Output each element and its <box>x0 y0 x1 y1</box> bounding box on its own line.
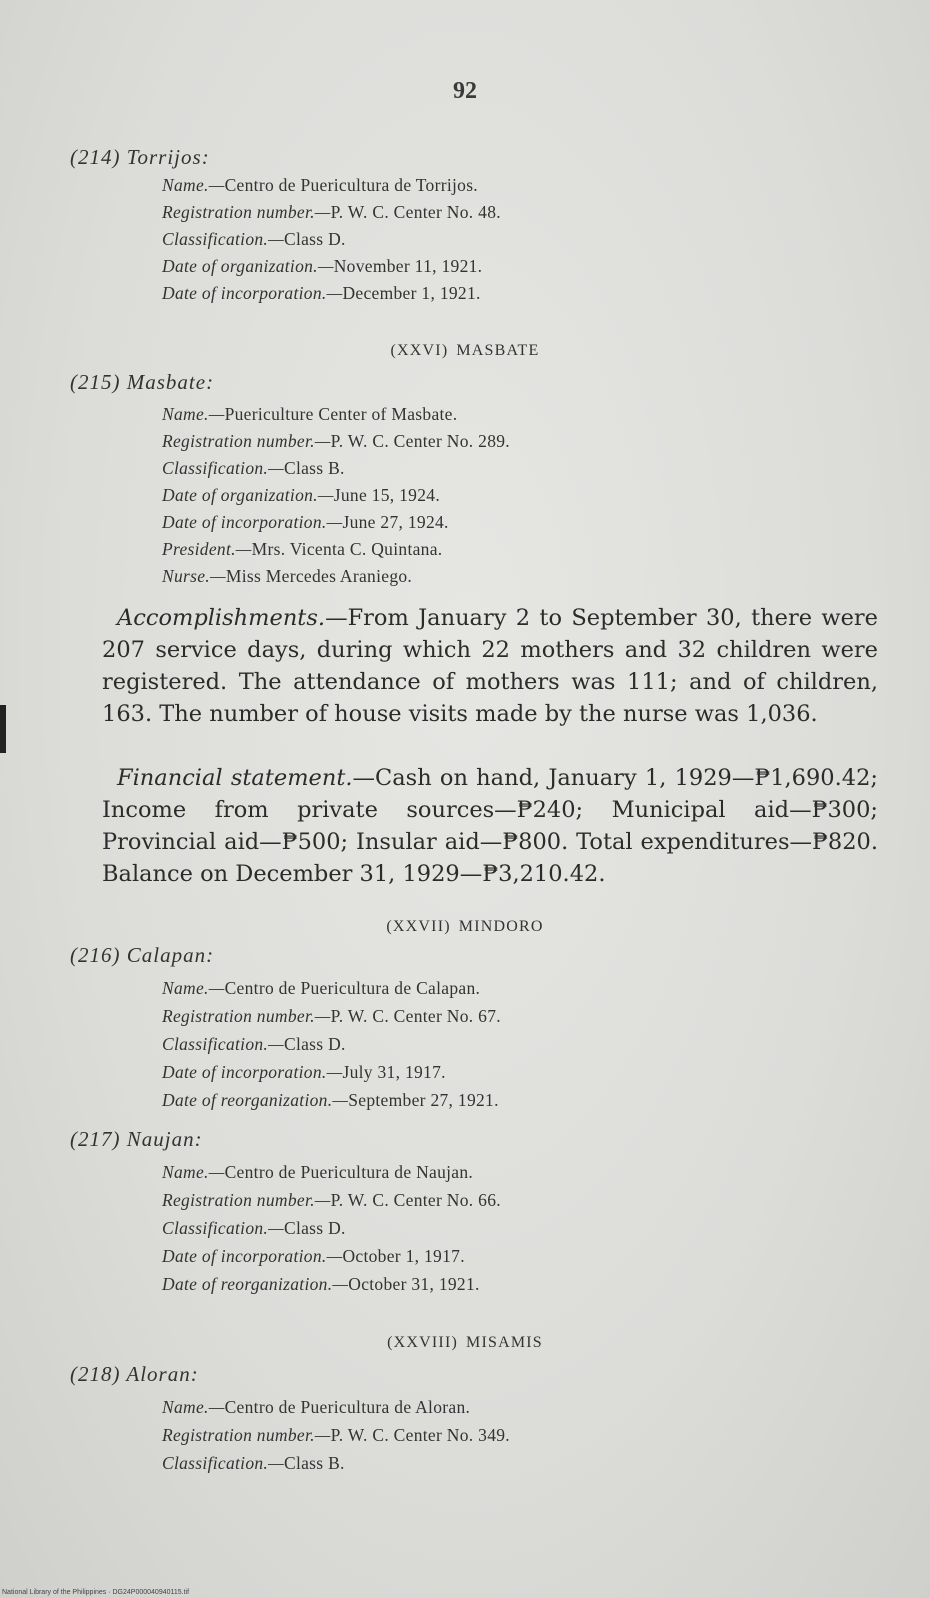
field-label: Registration number.— <box>162 431 331 451</box>
field-label: Date of organization.— <box>162 485 334 505</box>
field-value: Centro de Puericultura de Naujan. <box>224 1162 474 1182</box>
field-label: Classification.— <box>162 1453 284 1473</box>
entry-heading-masbate <box>70 370 214 395</box>
field-classification <box>162 229 346 250</box>
page-number: 92 <box>453 78 477 104</box>
field-value: Class B. <box>283 458 345 478</box>
field-organization-date <box>162 485 440 506</box>
entry-number: (218) <box>70 1362 121 1386</box>
entry-place: Calapan: <box>126 943 215 967</box>
field-incorporation-date <box>162 1062 446 1083</box>
field-value: Centro de Puericultura de Calapan. <box>224 978 481 998</box>
paragraph-label: Financial statement. <box>117 765 353 791</box>
field-label: Date of incorporation.— <box>162 283 343 303</box>
field-registration <box>162 1006 501 1027</box>
field-value: P. W. C. Center No. 48. <box>330 202 501 222</box>
field-value: Class B. <box>283 1453 345 1473</box>
accomplishments-paragraph <box>102 602 878 730</box>
field-classification <box>162 458 345 479</box>
field-classification <box>162 1034 346 1055</box>
entry-place: Aloran: <box>126 1362 199 1386</box>
scan-footer: National Library of the Philippines · DG24P000040940115.tif <box>2 1589 190 1596</box>
field-value: Class D. <box>283 1034 346 1054</box>
field-label: President.— <box>162 539 252 559</box>
field-name <box>162 1162 473 1183</box>
field-value: October 1, 1917. <box>342 1246 465 1266</box>
field-name <box>162 175 478 196</box>
field-value: November 11, 1921. <box>333 256 483 276</box>
field-label: Date of reorganization.— <box>162 1090 349 1110</box>
field-value: Puericulture Center of Masbate. <box>224 404 458 424</box>
field-label: Name.— <box>162 978 225 998</box>
field-label: Registration number.— <box>162 202 331 222</box>
section-name: MISAMIS <box>466 1334 543 1351</box>
field-label: Name.— <box>162 1162 225 1182</box>
field-label: Name.— <box>162 175 225 195</box>
field-label: Classification.— <box>162 1218 284 1238</box>
field-registration <box>162 1425 510 1446</box>
field-value: Centro de Puericultura de Aloran. <box>224 1397 471 1417</box>
field-label: Date of organization.— <box>162 256 334 276</box>
field-value: Mrs. Vicenta C. Quintana. <box>251 539 443 559</box>
field-classification <box>162 1453 345 1474</box>
field-value: P. W. C. Center No. 66. <box>330 1190 501 1210</box>
field-registration <box>162 431 510 452</box>
paragraph-label: Accomplishments. <box>117 605 326 631</box>
field-value: Miss Mercedes Araniego. <box>225 566 413 586</box>
field-value: December 1, 1921. <box>342 283 481 303</box>
entry-heading-calapan <box>70 943 214 968</box>
section-heading-mindoro <box>0 918 930 936</box>
field-label: Date of incorporation.— <box>162 1062 343 1082</box>
entry-number: (214) <box>70 145 121 169</box>
field-value: Class D. <box>283 1218 346 1238</box>
section-numeral: (XXVI) <box>390 342 449 359</box>
field-value: Class D. <box>283 229 346 249</box>
field-reorganization-date <box>162 1090 499 1111</box>
field-label: Registration number.— <box>162 1425 331 1445</box>
field-organization-date <box>162 256 482 277</box>
field-name <box>162 1397 470 1418</box>
field-name <box>162 978 480 999</box>
field-incorporation-date <box>162 512 449 533</box>
field-value: July 31, 1917. <box>342 1062 446 1082</box>
field-label: Date of reorganization.— <box>162 1274 349 1294</box>
field-label: Classification.— <box>162 458 284 478</box>
field-label: Registration number.— <box>162 1006 331 1026</box>
field-label: Date of incorporation.— <box>162 1246 343 1266</box>
field-label: Name.— <box>162 1397 225 1417</box>
paragraph-text: —Cash on hand, January 1, 1929—₱1,690.42; Income from private sources—₱240; Municipal aid—₱300; Provincial aid—₱500; Insular aid—₱800. Total expenditures—₱820. Balance on December 31, 1929—₱3,210.42. <box>102 765 878 887</box>
section-numeral: (XXVII) <box>386 918 451 935</box>
section-heading-masbate <box>0 342 930 360</box>
field-value: P. W. C. Center No. 289. <box>330 431 510 451</box>
field-value: June 15, 1924. <box>333 485 441 505</box>
entry-heading-naujan <box>70 1127 203 1152</box>
field-value: June 27, 1924. <box>342 512 449 532</box>
field-label: Date of incorporation.— <box>162 512 343 532</box>
section-numeral: (XXVIII) <box>387 1334 459 1351</box>
scan-edge-mark <box>0 705 6 753</box>
paragraph-text: —From January 2 to September 30, there were 207 service days, during which 22 mothers and 32 children were registered. The attendance of mothers was 111; and of children, 163. The number of house visits made by the nurse was 1,036. <box>102 605 878 727</box>
entry-place: Naujan: <box>126 1127 203 1151</box>
field-incorporation-date <box>162 1246 465 1267</box>
field-label: Classification.— <box>162 229 284 249</box>
field-label: Registration number.— <box>162 1190 331 1210</box>
field-label: Nurse.— <box>162 566 226 586</box>
section-name: MASBATE <box>456 342 540 359</box>
field-name <box>162 404 457 425</box>
field-nurse <box>162 566 412 587</box>
field-incorporation-date <box>162 283 481 304</box>
entry-place: Torrijos: <box>126 145 210 169</box>
entry-number: (215) <box>70 370 121 394</box>
entry-number: (216) <box>70 943 121 967</box>
field-value: P. W. C. Center No. 67. <box>330 1006 501 1026</box>
entry-place: Masbate: <box>126 370 215 394</box>
field-label: Classification.— <box>162 1034 284 1054</box>
field-value: P. W. C. Center No. 349. <box>330 1425 510 1445</box>
financial-statement-paragraph <box>102 762 878 890</box>
field-registration <box>162 202 501 223</box>
field-value: Centro de Puericultura de Torrijos. <box>224 175 478 195</box>
field-label: Name.— <box>162 404 225 424</box>
field-president <box>162 539 442 560</box>
entry-heading-torrijos <box>70 145 210 170</box>
field-classification <box>162 1218 346 1239</box>
section-heading-misamis <box>0 1334 930 1352</box>
field-value: October 31, 1921. <box>348 1274 480 1294</box>
section-name: MINDORO <box>458 918 544 935</box>
entry-heading-aloran <box>70 1362 199 1387</box>
field-value: September 27, 1921. <box>348 1090 499 1110</box>
field-registration <box>162 1190 501 1211</box>
field-reorganization-date <box>162 1274 480 1295</box>
entry-number: (217) <box>70 1127 121 1151</box>
